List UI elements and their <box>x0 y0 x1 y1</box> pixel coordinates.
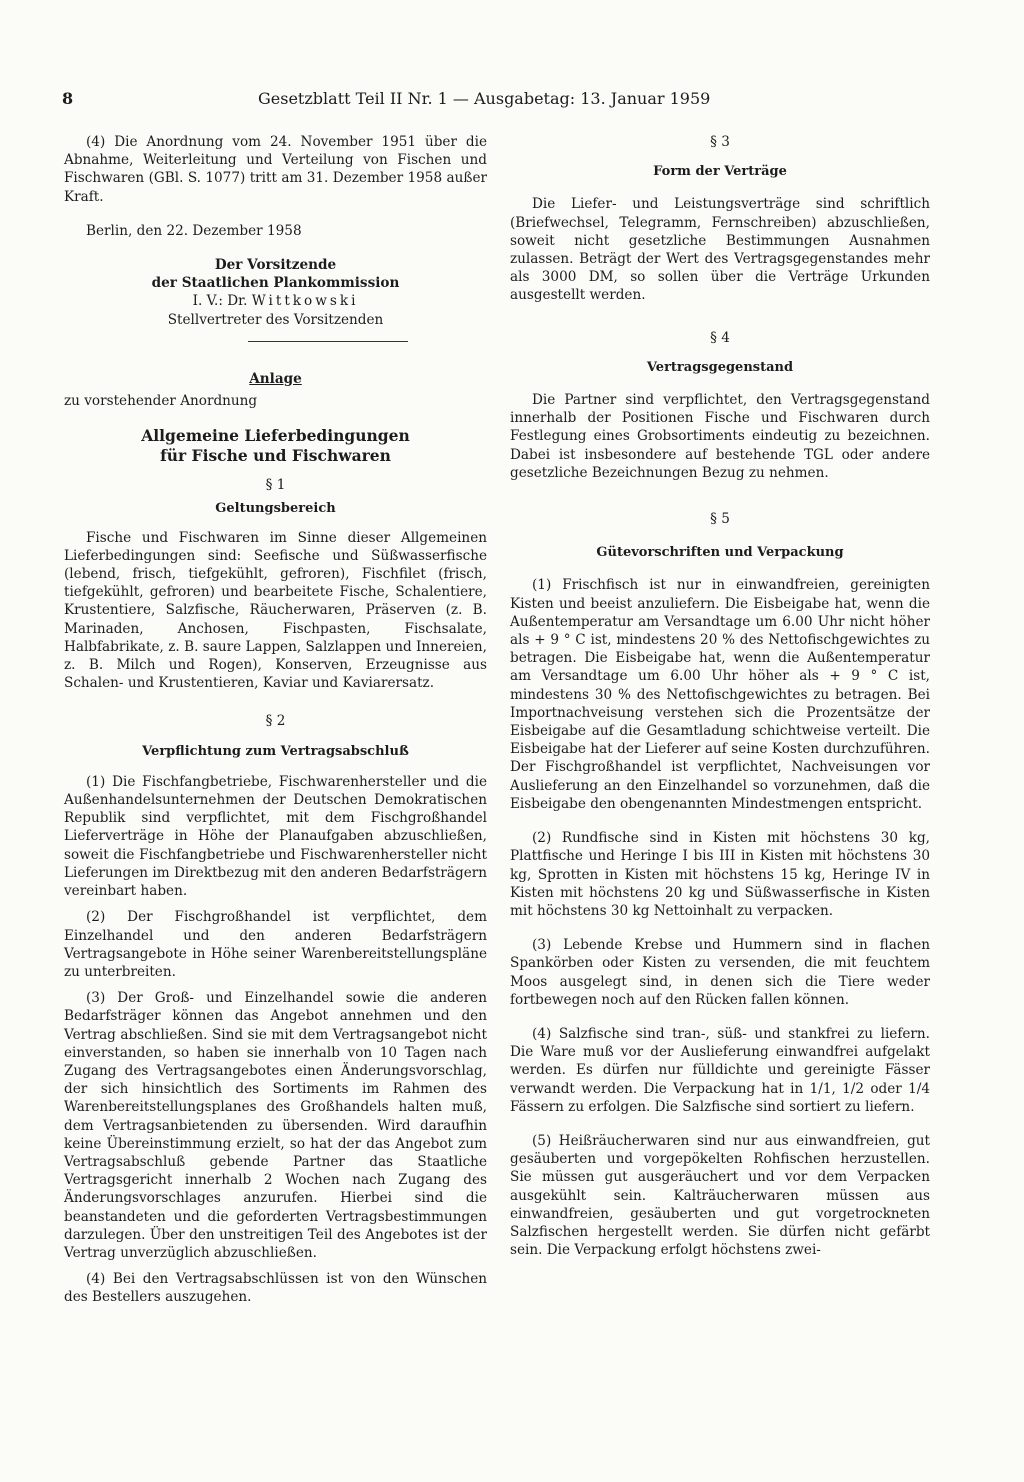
page-number: 8 <box>62 89 74 108</box>
signature-title-line1: Der Vorsitzende <box>214 257 337 274</box>
signature-block <box>64 256 487 329</box>
anlage-heading: Anlage <box>249 370 302 387</box>
section-3-number: § 3 <box>710 134 730 150</box>
signature-name: Wittkowski <box>251 293 359 310</box>
section-1-title: Geltungsbereich <box>215 501 336 517</box>
section-2-paragraph-3: (3) Der Groß- und Einzelhandel sowie die anderen Bedarfsträger können das Angebot annehmen und den Vertrag abschließen. Sind sie mit dem Vertragsangebot nicht einverstanden, so haben sie innerhalb von 10 Tagen nach Zugang des Vertragsangebotes einen Änderungsvorschlag, der sich hinsichtlich des Sortiments im Rahmen des Warenbereitstellungsplanes des Großhandels halten muß, dem Vertragsanbietenden zu übersenden. Wird daraufhin keine Übereinstimmung erzielt, so hat der das Angebot zum Vertragsabschluß gebende Partner das Staatliche Vertragsgericht innerhalb 2 Wochen nach Zugang des Änderungsvorschlages anzurufen. Hierbei sind die beanstandeten und die geforderten Vertragsbestimmungen darzulegen. Über den unstreitigen Teil des Angebotes ist der Vertrag unverzüglich abzuschließen. <box>64 990 487 1261</box>
anlage-subheading: zu vorstehender Anordnung <box>64 393 258 410</box>
document-title-line2: für Fische und Fischwaren <box>160 446 391 466</box>
section-5-paragraph-2: (2) Rundfische sind in Kisten mit höchstens 30 kg, Plattfische und Heringe I bis III in Kisten mit höchstens 30 kg, Sprotten in Kisten mit höchstens 15 kg, Heringe IV in Kisten mit höchstens 20 kg und Süßwasserfische in Kisten mit höchstens 30 kg Nettoinhalt zu verpacken. <box>510 830 930 919</box>
section-5-paragraph-5: (5) Heißräucherwaren sind nur aus einwandfreien, gut gesäuberten und vorgepökelten Rohfischen herzustellen. Sie müssen gut ausgeräuchert und vor dem Verpacken ausgekühlt sein. Kalträucherwaren müssen aus einwandfreien, gesäuberten und gut vorgetrockneten Salzfischen hergestellt werden. Sie dürfen nicht gefärbt sein. Die Verpackung erfolgt höchstens zwei- <box>510 1132 930 1259</box>
document-title-line1: Allgemeine Lieferbedingungen <box>141 426 410 446</box>
section-5-paragraph-1: (1) Frischfisch ist nur in einwandfreien, gereinigten Kisten und beeist anzuliefern. Die Eisbeigabe hat, wenn die Außentemperatur am Versandtage um 6.00 Uhr nicht höher als + 9 ° C ist, mindestens 20 % des Nettofischgewichtes zu betragen. Die Eisbeigabe hat, wenn die Außentemperatur am Versandtage um 6.00 Uhr höher als + 9 ° C ist, mindestens 30 % des Nettofischgewichtes zu betragen. Bei Importnachveisung verstehen sich die Prozentsätze der Eisbeigabe auf die Gesamtladung schichtweise verteilt. Die Eisbeigabe hat der Lieferer auf seine Kosten durchzuführen. Der Fischgroßhandel ist verpflichtet, Nachveisungen vor Auslieferung an den Einzelhandel so vorzunehmen, daß die Eisbeigabe den obengenannten Mindestmengen entspricht. <box>510 577 930 812</box>
section-4-text: Die Partner sind verpflichtet, den Vertragsgegenstand innerhalb der Positionen Fische und Fischwaren durch Festlegung eines Grobsortiments eindeutig zu bezeichnen. Dabei ist insbesondere auf bestehende TGL oder andere gesetzliche Bezeichnungen Bezug zu nehmen. <box>510 392 930 481</box>
right-column <box>510 133 930 1259</box>
section-4-title: Vertragsgegenstand <box>646 359 794 375</box>
section-3-text: Die Liefer- und Leistungsverträge sind schriftlich (Briefwechsel, Telegramm, Fernschreiben) abzuschließen, soweit nicht gesetzliche Bestimmungen Ausnahmen zulassen. Beträgt der Wert des Vertragsgegenstandes mehr als 3000 DM, so sollen über die Verträge Urkunden ausgestellt werden. <box>510 196 930 304</box>
section-2-paragraph-4: (4) Bei den Vertragsabschlüssen ist von den Wünschen des Bestellers auszugehen. <box>64 1271 487 1306</box>
separator-rule <box>248 341 408 342</box>
left-column <box>64 133 487 1307</box>
paragraph-anordnung-repeal: (4) Die Anordnung vom 24. November 1951 über die Abnahme, Weiterleitung und Verteilung von Fischen und Fischwaren (GBl. S. 1077) tritt am 31. Dezember 1958 außer Kraft. <box>64 134 487 205</box>
section-5-paragraph-3: (3) Lebende Krebse und Hummern sind in flachen Spankörben oder Kisten zu versenden, die mit feuchtem Moos ausgelegt sind, in denen sich die Tiere weder fortbewegen noch auf den Rücken fallen können. <box>510 937 930 1008</box>
signature-name-line <box>64 292 487 310</box>
section-2-paragraph-2: (2) Der Fischgroßhandel ist verpflichtet, dem Einzelhandel und den anderen Bedarfsträgern Vertragsangebote in Höhe seiner Warenbereitstellungspläne zu unterbreiten. <box>64 909 487 980</box>
section-2-title: Verpflichtung zum Vertragsabschluß <box>142 743 409 759</box>
signature-role: Stellvertreter des Vorsitzenden <box>167 311 384 328</box>
section-5-title: Gütevorschriften und Verpackung <box>596 545 844 561</box>
section-5-paragraph-4: (4) Salzfische sind tran-, süß- und stankfrei zu liefern. Die Ware muß vor der Auslieferung einwandfrei aufgelakt werden. Es dürfen nur fülldichte und gereinigte Fässer verwandt werden. Die Verpackung hat in 1/1, 1/2 oder 1/4 Fässern zu erfolgen. Die Salzfische sind sortiert zu liefern. <box>510 1025 930 1115</box>
signature-title-line2: der Staatlichen Plankommission <box>151 275 400 292</box>
running-title: Gesetzblatt Teil II Nr. 1 — Ausgabetag: 13. Januar 1959 <box>258 89 711 108</box>
section-3-title: Form der Verträge <box>653 164 787 180</box>
section-1-number: § 1 <box>265 477 286 494</box>
signature-prefix: I. V.: Dr. <box>192 293 252 310</box>
section-2-number: § 2 <box>265 713 286 730</box>
section-1-text: Fische und Fischwaren im Sinne dieser Allgemeinen Lieferbedingungen sind: Seefische und Süßwasserfische (lebend, frisch, tiefgekühlt, gefroren), Fischfilet (frisch, tiefgekühlt, gefroren) und bearbeitete Fische, Schalentiere, Krustentiere, Salzfische, Räucherwaren, Präserven (z. B. Marinaden, Anchosen, Fischpasten, Fischsalate, Halbfabrikate, z. B. saure Lappen, Salzlappen und Innereien, z. B. Milch und Rogen), Konserven, Erzeugnisse aus Schalen- und Krustentieren, Kaviar und Kaviarersatz. <box>64 529 487 692</box>
place-date: Berlin, den 22. Dezember 1958 <box>86 222 302 239</box>
section-5-number: § 5 <box>710 511 730 528</box>
section-4-number: § 4 <box>710 329 730 346</box>
section-2-paragraph-1: (1) Die Fischfangbetriebe, Fischwarenhersteller und die Außenhandelsunternehmen der Deutschen Demokratischen Republik sind verpflichtet, mit dem Fischgroßhandel Lieferverträge in Höhe der Planaufgaben abzuschließen, soweit die Fischfangbetriebe und Fischwarenhersteller nicht Lieferungen im Direktbezug mit den anderen Bedarfsträgern vereinbart haben. <box>64 773 487 900</box>
